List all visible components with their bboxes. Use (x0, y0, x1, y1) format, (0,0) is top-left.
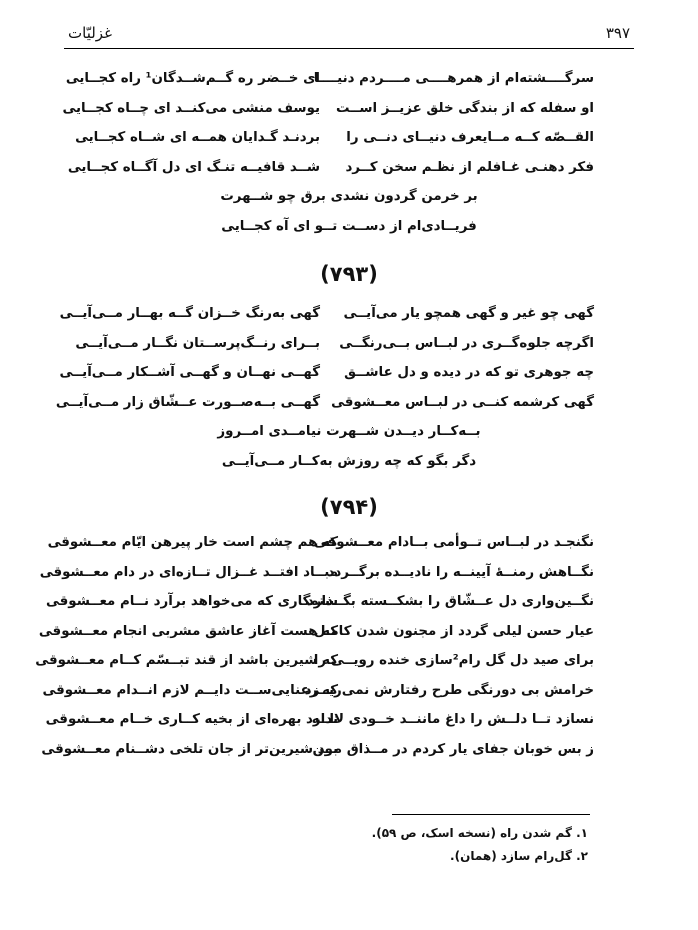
hemistich-right: ز بس خوبان جفای یار کردم در مــذاق مــن (312, 741, 594, 757)
hemistich-right: نگــاهش رمنــهٔ آیینــه را نادیــده برگــردد (327, 564, 594, 580)
page-number: ۳۹۷ (605, 24, 630, 42)
hemistich-right: عیار حسن لیلی گردد از مجنون شدن کامـل (313, 623, 594, 639)
hemistich-right: القــصّه کــه مــایعرف دنیــای دنــی را (346, 130, 594, 146)
hemistich-right: نگنجـد در لبــاس تــوأمی بــادام معــشوقی (313, 535, 594, 551)
poem-number: (۷۹۴) (320, 495, 378, 519)
hemistich-left: که هست آغاز عاشق مشربی انجام معــشوقی (38, 623, 338, 639)
footnote-rule (392, 814, 590, 815)
couplet (0, 388, 698, 418)
couplet (0, 358, 698, 388)
hemistich-left: ای خــضر ره گــم‌شــدگان¹ راه کجــایی (65, 71, 320, 87)
hemistich-right: سرگــــشته‌ام از همرهــــی مــــردم دنیــــا (313, 71, 594, 87)
closing-line (0, 417, 698, 447)
hemistich-left: بــرای رنــگ‌پرســتان نگــار مــی‌آیــی (75, 335, 320, 351)
couplet (0, 617, 698, 647)
section-title: غزلیّات (68, 24, 112, 42)
hemistich-right: اگرچه جلوه‌گــری در لبــاس بــی‌رنگــی (339, 335, 594, 351)
page-header (68, 22, 630, 44)
footnotes (372, 826, 588, 872)
poem-b (0, 299, 698, 476)
couplet (0, 299, 698, 329)
hemistich-right: نسازد تــا دلــش را داغ ماننــد خــودی لالــه (311, 712, 594, 728)
hemistich-left: گهــی نهــان و گهــی آشــکار مــی‌آیــی (59, 365, 320, 381)
closing-line (0, 182, 698, 212)
footnote: ۱. گم شدن راه (نسخه اسک، ص ۵۹). (371, 826, 588, 840)
closing-line (0, 447, 698, 477)
hemistich-left: شــد قافیــه تنـگ ای دل آگــاه کجــایی (67, 159, 320, 175)
couplet (0, 528, 698, 558)
hemistich-right: گهی چو غیر و گهی همچو یار می‌آیــی (343, 306, 594, 322)
couplet (0, 735, 698, 765)
couplet (0, 558, 698, 588)
closing-hemistich: بــه‌کــار دیــدن شــهرت نیامــدی امــروز (217, 424, 481, 440)
couplet (0, 329, 698, 359)
hemistich-left: که شیرین باشد از قند تبــسّم کــام معــشوقی (35, 653, 338, 669)
poem-number: (۷۹۳) (320, 262, 378, 286)
hemistich-right: نگــین‌واری دل عــشّاق را بشکــسته بگــذارد (306, 594, 594, 610)
hemistich-left: که رعنایی‌ســت دایــم لازم انــدام معــشوقی (42, 682, 338, 698)
hemistich-right: برای صید دل گل رام²سازی خنده رویــی را (313, 653, 594, 669)
couplet (0, 705, 698, 735)
hemistich-left: بود شیرین‌تر از جان تلخی دشــنام معــشوقی (41, 741, 338, 757)
closing-hemistich: فریــادی‌ام از دســت تــو ای آه کجــایی (221, 218, 477, 234)
couplet (0, 64, 698, 94)
footnote: ۲. گل‌رام سازد (همان). (450, 849, 588, 863)
hemistich-right: او سفله که از بندگی خلق عزیــز اســت (336, 100, 594, 116)
hemistich-left: گهی به‌رنگ خــزان گــه بهــار مــی‌آیــی (59, 306, 320, 322)
hemistich-left: ندارد بهره‌ای از بخیه کــاری خــام معــشوقی (45, 712, 338, 728)
hemistich-right: چه جوهری تو که در دیده و دل عاشــق (344, 365, 594, 381)
closing-hemistich: دگر بگو که چه روزش به‌کــار مــی‌آیــی (221, 453, 477, 469)
couplet (0, 94, 698, 124)
hemistich-left: یوسف منشی می‌کنــد ای چــاه کجــایی (62, 100, 320, 116)
couplet (0, 587, 698, 617)
hemistich-left: مبــاد افتــد غــزال تــازه‌ای در دام معــشوقی (39, 564, 338, 580)
poem-a (0, 64, 698, 241)
closing-line (0, 212, 698, 242)
header-rule (64, 48, 634, 49)
hemistich-right: گهی کرشمه کنــی در لبــاس معــشوقی (331, 394, 594, 410)
couplet (0, 123, 698, 153)
hemistich-left: بردنـد گـدایان همــه ای شــاه کجــایی (75, 130, 320, 146)
hemistich-left: ستمگاری که می‌خواهد برآرد نــام معــشوقی (45, 594, 338, 610)
hemistich-right: خرامش بی دورنگی طرح رفتارش نمی‌ریــزد (304, 682, 594, 698)
hemistich-left: گهــی بــه‌صــورت عــشّاق زار مــی‌آیــی (55, 394, 320, 410)
hemistich-left: که هم چشم است خار پیرهن ایّام معــشوقی (47, 535, 338, 551)
hemistich-right: فکر دهنـی غـافلم از نظـم سخن کــرد (345, 159, 594, 175)
couplet (0, 153, 698, 183)
closing-hemistich: بر خرمن گردون نشدی برق چو شــهرت (220, 189, 478, 205)
couplet (0, 646, 698, 676)
couplet (0, 676, 698, 706)
poem-c (0, 528, 698, 764)
